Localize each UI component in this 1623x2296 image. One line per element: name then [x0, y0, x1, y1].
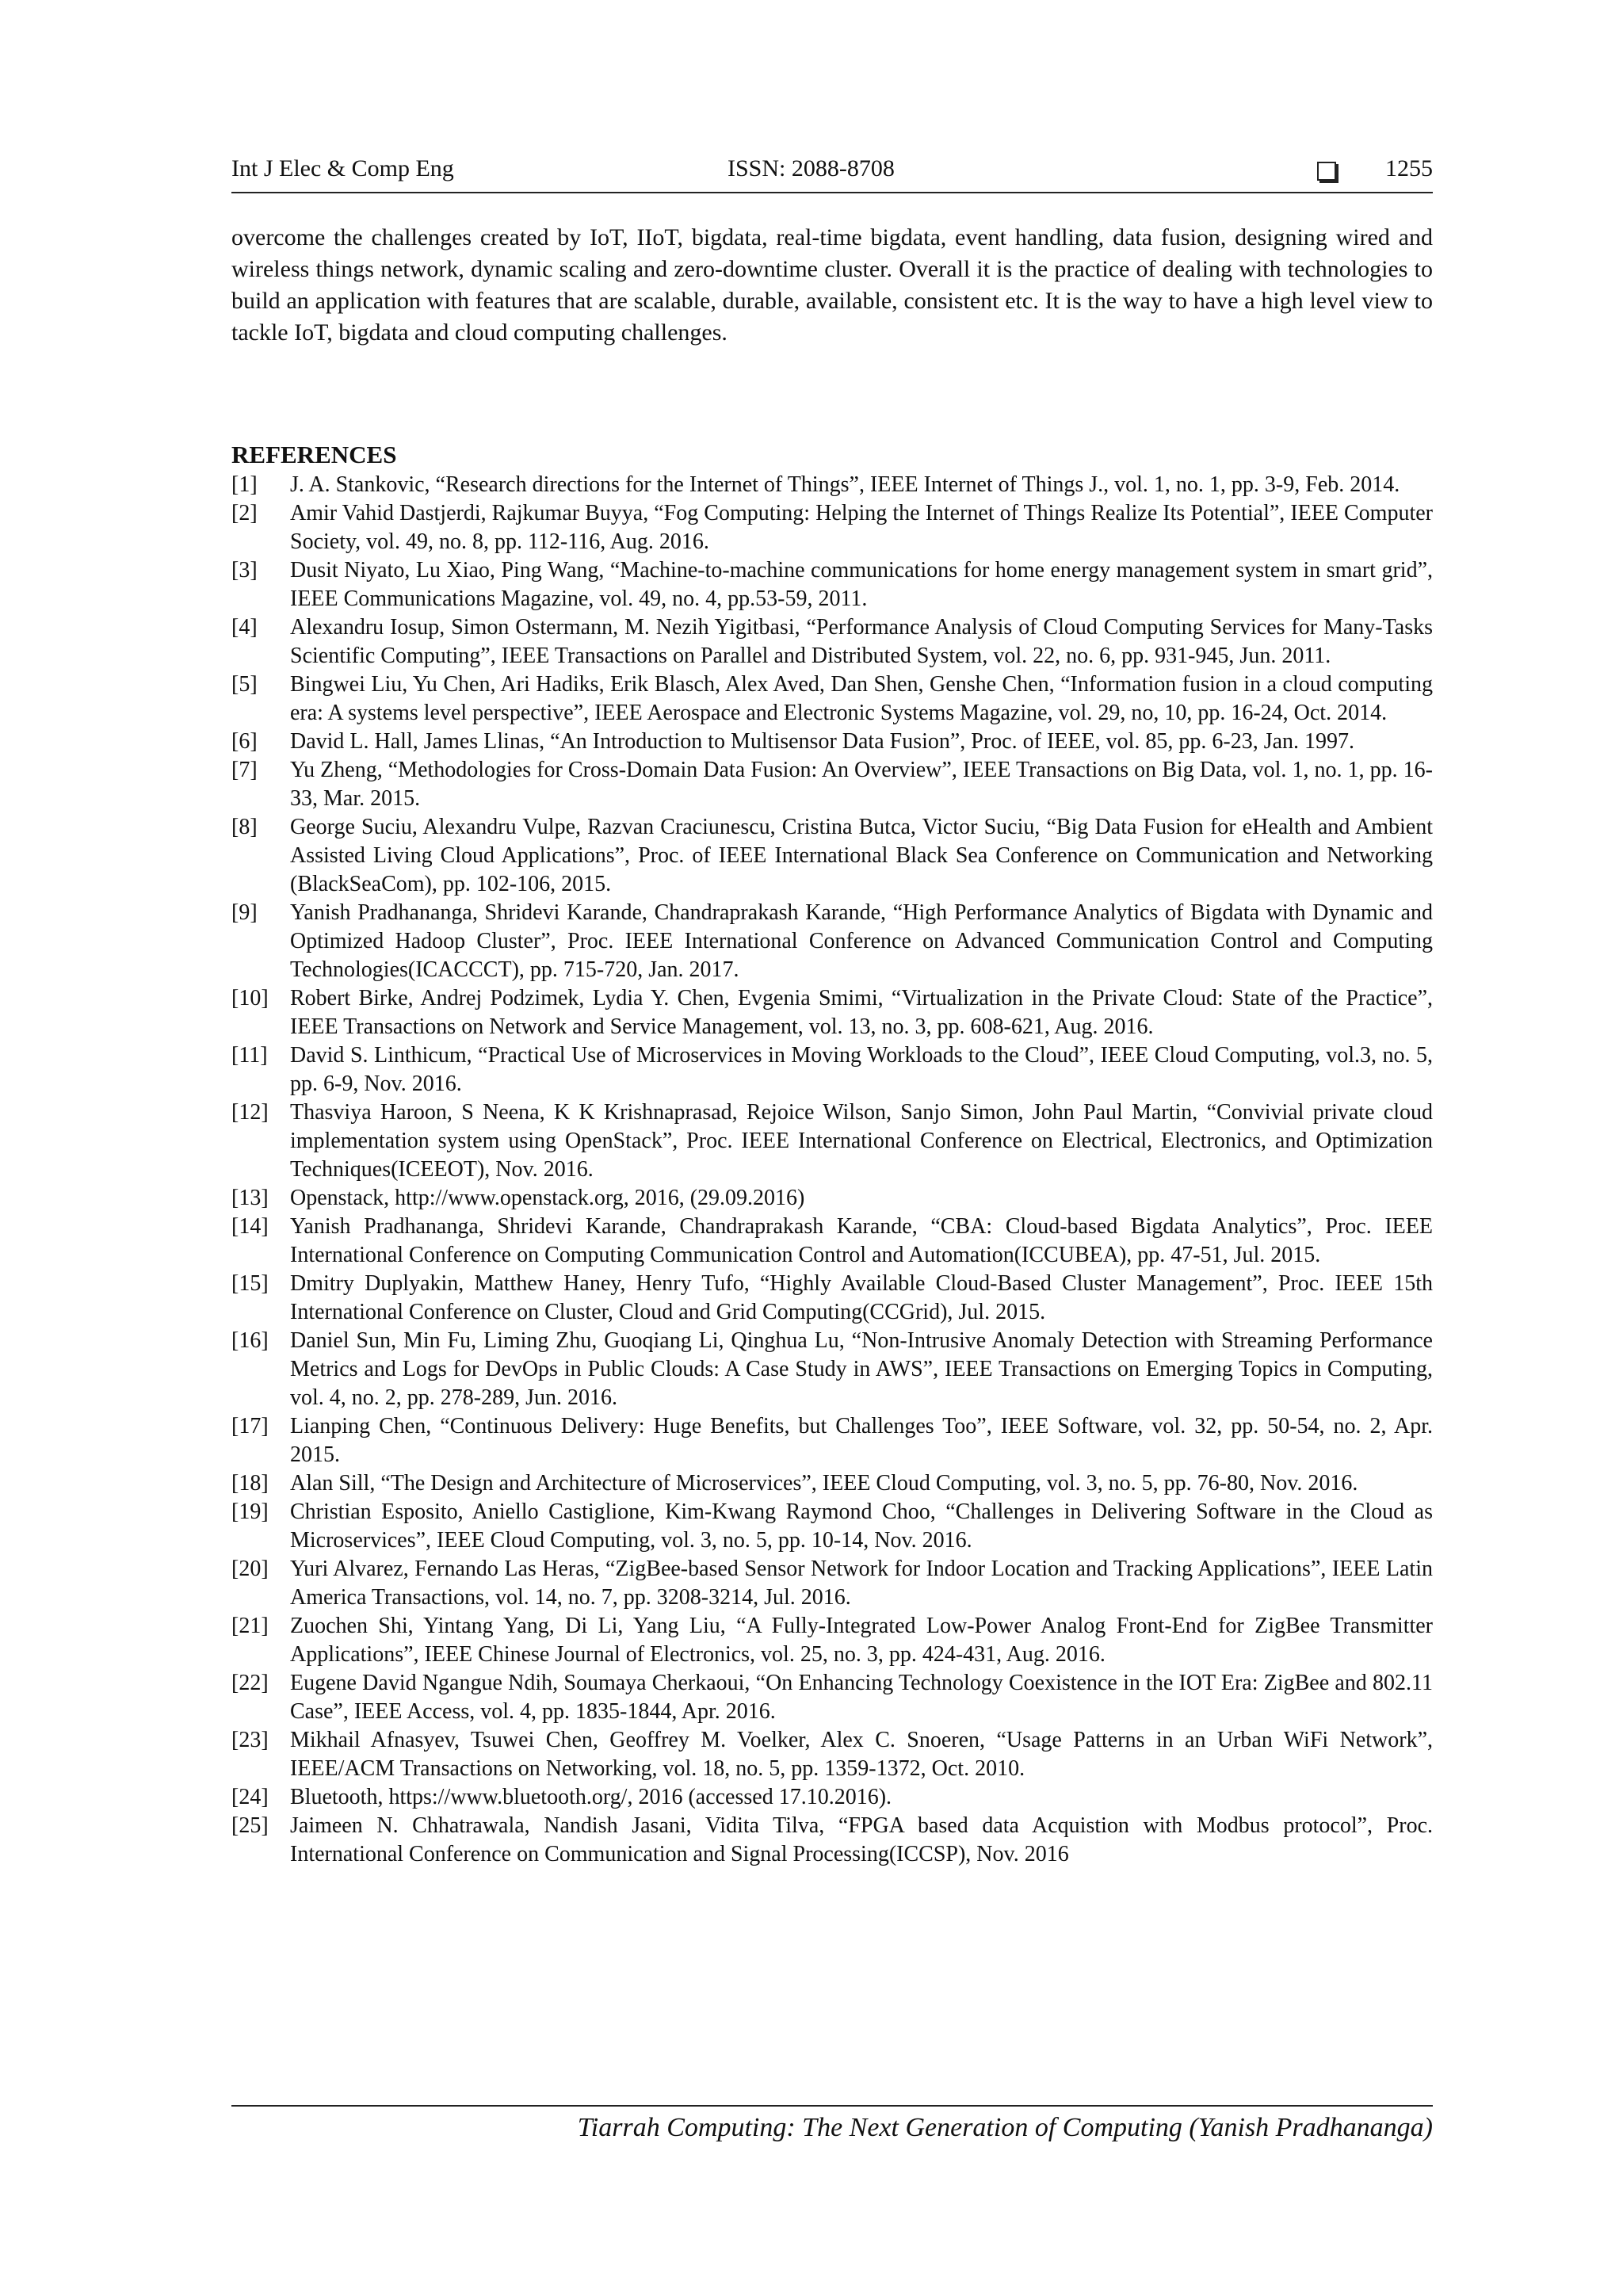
references-heading: REFERENCES [231, 441, 397, 468]
reference-text: Eugene David Ngangue Ndih, Soumaya Cherkaoui, “On Enhancing Technology Coexistence in the IOT Era: ZigBee and 802.11 Case”, IEEE Access, vol. 4, pp. 1835-1844, Apr. 2016. [290, 1671, 1433, 1724]
reference-number: [4] [231, 615, 258, 640]
reference-text: Lianping Chen, “Continuous Delivery: Huge Benefits, but Challenges Too”, IEEE Software, vol. 32, pp. 50-54, no. 2, Apr. 2015. [290, 1414, 1433, 1467]
reference-item [231, 1213, 1433, 1270]
reference-text: Alan Sill, “The Design and Architecture of Microservices”, IEEE Cloud Computing, vol. 3, no. 5, pp. 76-80, Nov. 2016. [290, 1471, 1358, 1496]
reference-item [231, 499, 1433, 556]
running-footer: Tiarrah Computing: The Next Generation of Computing (Yanish Pradhananga) [577, 2113, 1433, 2142]
reference-text: Bluetooth, https://www.bluetooth.org/, 2016 (accessed 17.10.2016). [290, 1785, 892, 1809]
reference-text: Christian Esposito, Aniello Castiglione, Kim-Kwang Raymond Choo, “Challenges in Delivering Software in the Cloud as Microservices”, IEEE Cloud Computing, vol. 3, no. 5, pp. 10-14, Nov. 2016. [290, 1499, 1433, 1553]
reference-text: Yu Zheng, “Methodologies for Cross-Domain Data Fusion: An Overview”, IEEE Transactions on Big Data, vol. 1, no. 1, pp. 16-33, Mar. 2015. [290, 758, 1433, 811]
reference-text: Bingwei Liu, Yu Chen, Ari Hadiks, Erik Blasch, Alex Aved, Dan Shen, Genshe Chen, “Information fusion in a cloud computing era: A systems level perspective”, IEEE Aerospace and Electronic Systems Magazine, vol. 29, no, 10, pp. 16-24, Oct. 2014. [290, 672, 1433, 725]
reference-item [231, 1555, 1433, 1612]
reference-text: Zuochen Shi, Yintang Yang, Di Li, Yang Liu, “A Fully-Integrated Low-Power Analog Front-End for ZigBee Transmitter Applications”, IEEE Chinese Journal of Electronics, vol. 25, no. 3, pp. 424-431, Aug. 2016. [290, 1614, 1433, 1667]
reference-number: [13] [231, 1186, 269, 1210]
reference-item [231, 756, 1433, 813]
reference-text: Dusit Niyato, Lu Xiao, Ping Wang, “Machine-to-machine communications for home energy management system in smart grid”, IEEE Communications Magazine, vol. 49, no. 4, pp.53-59, 2011. [290, 558, 1433, 611]
reference-number: [20] [231, 1557, 269, 1581]
reference-item [231, 1412, 1433, 1469]
reference-text: Robert Birke, Andrej Podzimek, Lydia Y. Chen, Evgenia Smimi, “Virtualization in the Private Cloud: State of the Practice”, IEEE Transactions on Network and Service Management, vol. 13, no. 3, pp. 608-621, Aug. 2016. [290, 986, 1433, 1039]
reference-number: [14] [231, 1214, 269, 1239]
running-header [231, 155, 1433, 193]
reference-number: [9] [231, 900, 258, 925]
reference-number: [24] [231, 1785, 269, 1809]
reference-number: [17] [231, 1414, 269, 1438]
reference-number: [16] [231, 1328, 269, 1353]
reference-item [231, 984, 1433, 1041]
reference-text: Mikhail Afnasyev, Tsuwei Chen, Geoffrey M. Voelker, Alex C. Snoeren, “Usage Patterns in an Urban WiFi Network”, IEEE/ACM Transactions on Networking, vol. 18, no. 5, pp. 1359-1372, Oct. 2010. [290, 1728, 1433, 1781]
reference-number: [2] [231, 501, 258, 525]
reference-number: [12] [231, 1100, 269, 1125]
reference-text: George Suciu, Alexandru Vulpe, Razvan Craciunescu, Cristina Butca, Victor Suciu, “Big Data Fusion for eHealth and Ambient Assisted Living Cloud Applications”, Proc. of IEEE International Black Sea Conference on Communication and Networking (BlackSeaCom), pp. 102-106, 2015. [290, 815, 1433, 896]
reference-number: [5] [231, 672, 258, 697]
reference-item [231, 1612, 1433, 1669]
body-paragraph: overcome the challenges created by IoT, IIoT, bigdata, real-time bigdata, event handling, data fusion, designing wired and wireless things network, dynamic scaling and zero-downtime cluster. Overall it is the practice of dealing with technologies to build an application with features that are scalable, durable, available, consistent etc. It is the way to have a high level view to tackle IoT, bigdata and cloud computing challenges. [231, 224, 1433, 346]
reference-item [231, 1498, 1433, 1555]
reference-number: [25] [231, 1813, 269, 1838]
reference-number: [19] [231, 1499, 269, 1524]
page-number: 1255 [1385, 155, 1433, 181]
issn: ISSN: 2088-8708 [727, 155, 895, 181]
reference-number: [21] [231, 1614, 269, 1638]
reference-item [231, 1812, 1433, 1869]
journal-name: Int J Elec & Comp Eng [231, 155, 454, 181]
reference-text: David L. Hall, James Llinas, “An Introduction to Multisensor Data Fusion”, Proc. of IEEE, vol. 85, pp. 6-23, Jan. 1997. [290, 729, 1355, 754]
reference-number: [8] [231, 815, 258, 839]
reference-number: [18] [231, 1471, 269, 1496]
reference-number: [10] [231, 986, 269, 1010]
reference-number: [7] [231, 758, 258, 782]
reference-text: Openstack, http://www.openstack.org, 2016, (29.09.2016) [290, 1186, 805, 1210]
reference-item [231, 899, 1433, 984]
reference-item [231, 1327, 1433, 1412]
reference-number: [1] [231, 472, 258, 497]
reference-item [231, 670, 1433, 728]
reference-number: [22] [231, 1671, 269, 1695]
reference-text: David S. Linthicum, “Practical Use of Microservices in Moving Workloads to the Cloud”, IEEE Cloud Computing, vol.3, no. 5, pp. 6-9, Nov. 2016. [290, 1043, 1433, 1096]
reference-text: Yanish Pradhananga, Shridevi Karande, Chandraprakash Karande, “CBA: Cloud-based Bigdata Analytics”, Proc. IEEE International Conference on Computing Communication Control and Automation(ICCUBEA), pp. 47-51, Jul. 2015. [290, 1214, 1433, 1267]
reference-item [231, 556, 1433, 613]
reference-number: [3] [231, 558, 258, 583]
reference-item [231, 1726, 1433, 1783]
reference-list [231, 471, 1433, 1869]
reference-item [231, 613, 1433, 670]
reference-text: Daniel Sun, Min Fu, Liming Zhu, Guoqiang Li, Qinghua Lu, “Non-Intrusive Anomaly Detection with Streaming Performance Metrics and Logs for DevOps in Public Clouds: A Case Study in AWS”, IEEE Transactions on Emerging Topics in Computing, vol. 4, no. 2, pp. 278-289, Jun. 2016. [290, 1328, 1433, 1410]
reference-item [231, 1783, 1433, 1812]
reference-item [231, 1041, 1433, 1098]
reference-text: Alexandru Iosup, Simon Ostermann, M. Nezih Yigitbasi, “Performance Analysis of Cloud Computing Services for Many-Tasks Scientific Computing”, IEEE Transactions on Parallel and Distributed System, vol. 22, no. 6, pp. 931-945, Jun. 2011. [290, 615, 1433, 668]
reference-text: J. A. Stankovic, “Research directions for the Internet of Things”, IEEE Internet of Things J., vol. 1, no. 1, pp. 3-9, Feb. 2014. [290, 472, 1400, 497]
reference-item [231, 1469, 1433, 1498]
reference-number: [23] [231, 1728, 269, 1752]
checkbox-square-icon [1317, 162, 1336, 181]
reference-number: [6] [231, 729, 258, 754]
reference-text: Yanish Pradhananga, Shridevi Karande, Chandraprakash Karande, “High Performance Analytics of Bigdata with Dynamic and Optimized Hadoop Cluster”, Proc. IEEE International Conference on Advanced Communication Control and Computing Technologies(ICACCCT), pp. 715-720, Jan. 2017. [290, 900, 1433, 982]
reference-number: [15] [231, 1271, 269, 1296]
reference-text: Amir Vahid Dastjerdi, Rajkumar Buyya, “Fog Computing: Helping the Internet of Things Realize Its Potential”, IEEE Computer Society, vol. 49, no. 8, pp. 112-116, Aug. 2016. [290, 501, 1433, 554]
reference-number: [11] [231, 1043, 268, 1068]
footer-divider [231, 2105, 1433, 2107]
reference-text: Jaimeen N. Chhatrawala, Nandish Jasani, Vidita Tilva, “FPGA based data Acquistion with Modbus protocol”, Proc. International Conference on Communication and Signal Processing(ICCSP), Nov. 2016 [290, 1813, 1433, 1866]
reference-item [231, 728, 1433, 756]
reference-item [231, 1098, 1433, 1184]
reference-text: Thasviya Haroon, S Neena, K K Krishnaprasad, Rejoice Wilson, Sanjo Simon, John Paul Martin, “Convivial private cloud implementation system using OpenStack”, Proc. IEEE International Conference on Electrical, Electronics, and Optimization Techniques(ICEEOT), Nov. 2016. [290, 1100, 1433, 1182]
reference-item [231, 471, 1433, 499]
reference-item [231, 1669, 1433, 1726]
reference-item [231, 813, 1433, 899]
reference-text: Yuri Alvarez, Fernando Las Heras, “ZigBee-based Sensor Network for Indoor Location and Tracking Applications”, IEEE Latin America Transactions, vol. 14, no. 7, pp. 3208-3214, Jul. 2016. [290, 1557, 1433, 1610]
reference-item [231, 1270, 1433, 1327]
reference-item [231, 1184, 1433, 1213]
reference-text: Dmitry Duplyakin, Matthew Haney, Henry Tufo, “Highly Available Cloud-Based Cluster Management”, Proc. IEEE 15th International Conference on Cluster, Cloud and Grid Computing(CCGrid), Jul. 2015. [290, 1271, 1433, 1324]
